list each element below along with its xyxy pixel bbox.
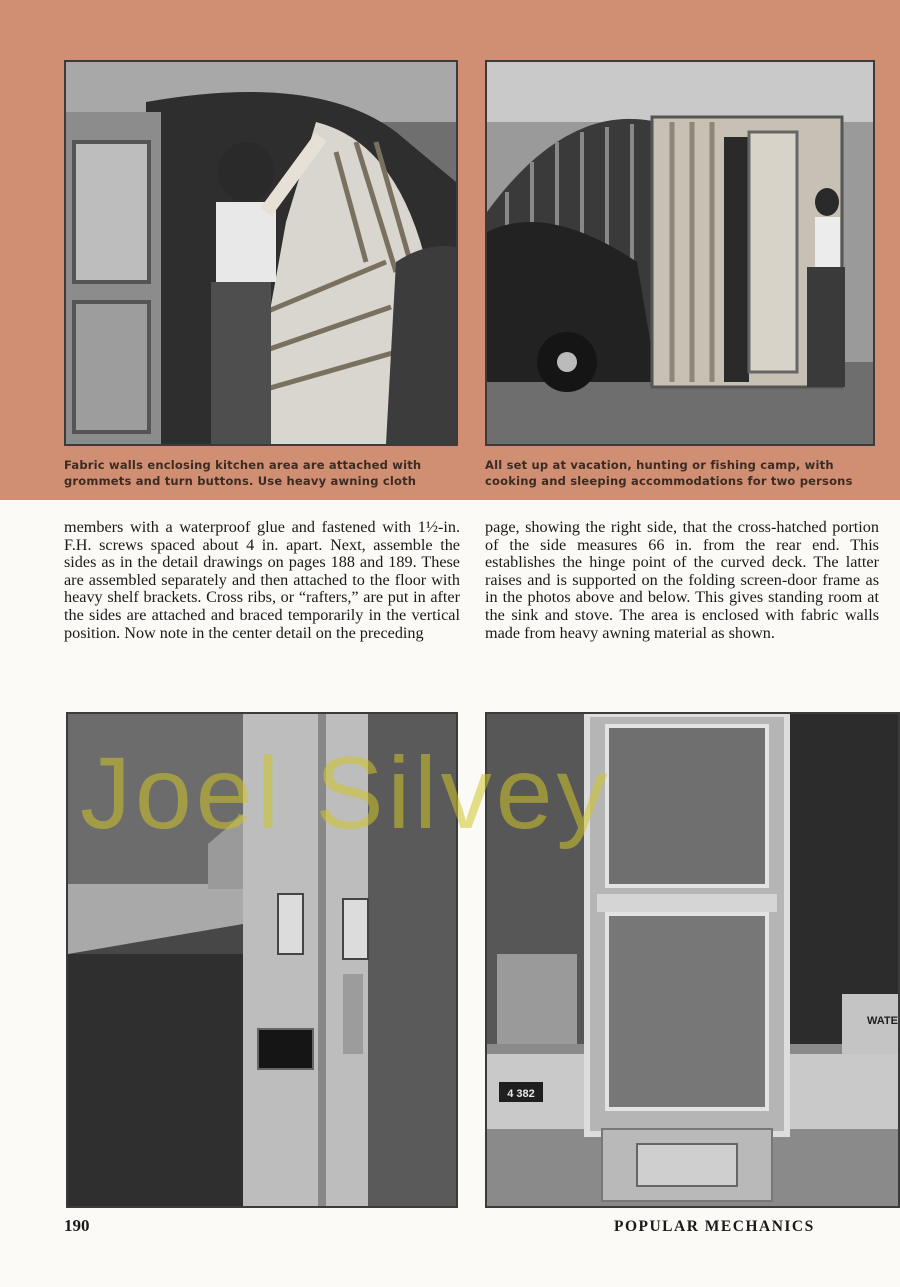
- watermark: Joel Silvey: [80, 736, 612, 850]
- body-right-column: [485, 519, 879, 642]
- water-can-text: WATE: [867, 1015, 898, 1027]
- photo-fabric-walls: [64, 60, 458, 446]
- photo-camp-setup: [485, 60, 875, 446]
- publication-name: POPULAR MECHANICS: [614, 1218, 815, 1235]
- page-number: 190: [64, 1216, 90, 1235]
- caption-top-left: Fabric walls enclosing kitchen area are attached with grommets and turn buttons. Use heavy awning cloth: [64, 458, 422, 488]
- body-text-left: members with a waterproof glue and fastened with 1½-in. F.H. screws spaced about 4 in. apart. Next, assemble the sides as in the detail drawings on pages 188 and 189. These are assembled separately and then attached to the floor with heavy shelf brackets. Cross ribs, or “rafters,” are put in after the sides are attached and braced temporarily in the vertical position. Now note in the center detail on the preceding: [64, 518, 460, 642]
- license-plate-text: 4 382: [507, 1088, 535, 1100]
- body-left-column: [64, 519, 460, 642]
- body-text-right: page, showing the right side, that the cross-hatched portion of the side measures 66 in. from the rear end. This establishes the hinge point of the curved deck. The latter raises and is supported on the folding screen-door frame as in the photos above and below. This gives standing room at the sink and stove. The area is enclosed with fabric walls made from heavy awning material as shown.: [485, 518, 879, 642]
- caption-top-right: All set up at vacation, hunting or fishing camp, with cooking and sleeping accommodations for two persons: [485, 458, 853, 488]
